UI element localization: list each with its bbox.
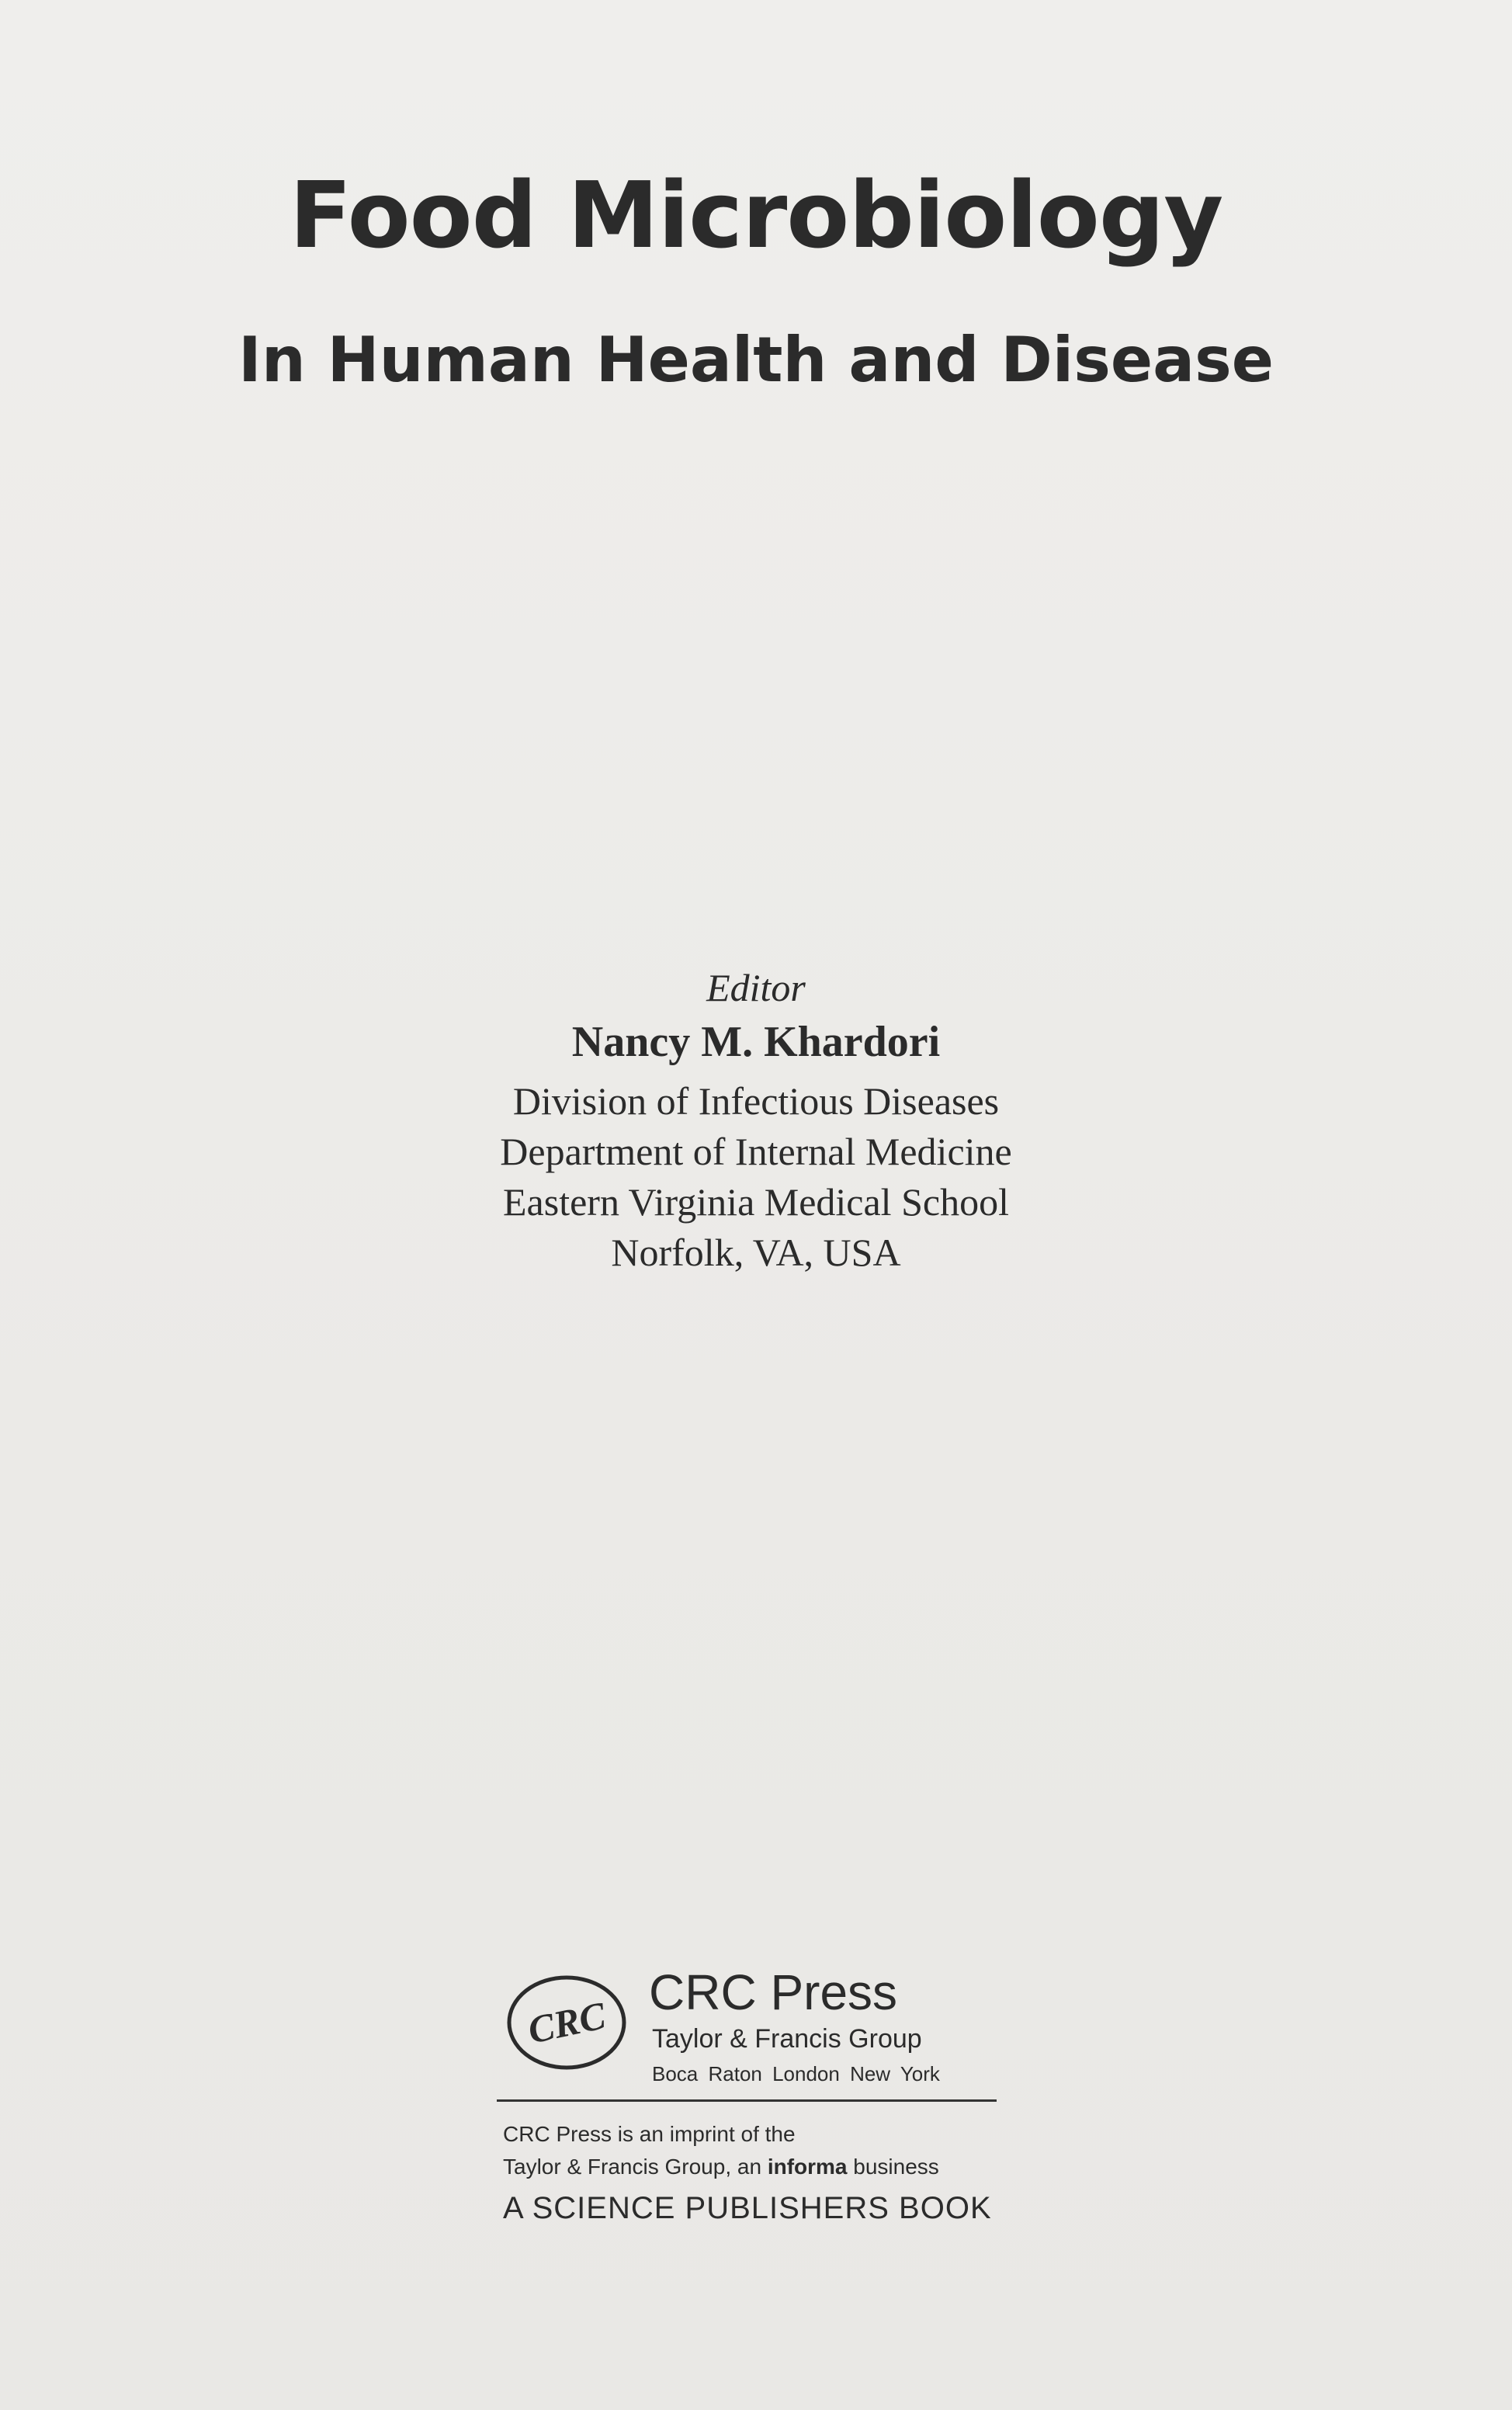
publisher-block <box>497 1964 1025 2225</box>
editor-label: Editor <box>706 966 806 1009</box>
affiliation-division: Division of Infectious Diseases <box>512 1079 1000 1123</box>
editor-name: Nancy M. Khardori <box>571 1018 941 1066</box>
editor-block <box>0 963 1512 1278</box>
imprint-line-2-suffix: business <box>847 2155 939 2179</box>
science-publishers-line: A SCIENCE PUBLISHERS BOOK <box>503 2191 992 2225</box>
publisher-name: CRC Press <box>649 1964 898 2020</box>
imprint-line-2-prefix: Taylor & Francis Group, an <box>503 2155 768 2179</box>
imprint-informa: informa <box>767 2155 848 2179</box>
crc-logo-text: CRC <box>524 1993 609 2052</box>
publisher-group: Taylor & Francis Group <box>652 2024 922 2054</box>
affiliation-school: Eastern Virginia Medical School <box>503 1180 1009 1224</box>
affiliation-location: Norfolk, VA, USA <box>611 1231 901 1274</box>
imprint-text <box>503 2118 939 2183</box>
affiliation-department: Department of Internal Medicine <box>500 1130 1012 1173</box>
publisher-cities: Boca Raton London New York <box>652 2062 940 2085</box>
crc-logo-icon <box>505 1974 629 2071</box>
publisher-logo-row <box>497 1964 1025 2085</box>
book-subtitle: In Human Health and Disease <box>238 324 1274 396</box>
imprint-line-1: CRC Press is an imprint of the <box>503 2122 796 2146</box>
book-title: Food Microbiology <box>289 161 1223 269</box>
publisher-divider <box>497 2099 997 2102</box>
imprint-line-2 <box>503 2151 939 2183</box>
